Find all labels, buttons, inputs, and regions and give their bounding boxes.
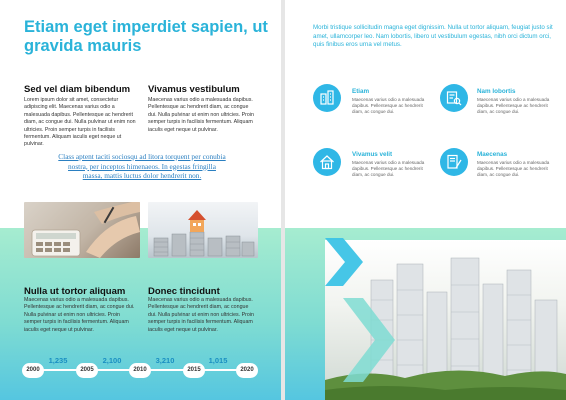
- feature-text-1: Maecenas varius odio a malesuada dapibus. Pellentesque ac hendrerit diam, ac congue dui.: [352, 97, 425, 114]
- coins-house-photo: [148, 202, 258, 258]
- feature-text-4: Maecenas varius odio a malesuada dapibus. Pellentesque ac hendrerit diam, ac congue dui.: [477, 160, 550, 177]
- house-search-icon: [440, 84, 468, 112]
- section-text-2: Maecenas varius odio a malesuada dapibus. Pellentesque ac hendrerit diam, ac congue dui. Nulla pulvinar ut enim non ultricies. Proin semper turpis in facilisis fermentum. Aliquam iaculis eget neque ut pulvinar.: [148, 97, 254, 133]
- feature-title-2: Nam lobortis: [477, 88, 516, 95]
- timeline-year-4: 2015: [183, 363, 205, 378]
- coins-illustration: [148, 202, 258, 258]
- timeline-year-1: 2000: [22, 363, 44, 378]
- feature-title-4: Maecenas: [477, 151, 508, 158]
- timeline-year-2: 2005: [76, 363, 98, 378]
- intro-text: Morbi tristique sollicitudin magna eget dignissim. Nulla ut tortor aliquam, feugiat justo sit amet, ullamcorper leo. Nam lobortis, libero ut vestibulum egestas, nibh orci dictum orci, quis finibus eros urna vel metus.: [313, 24, 553, 49]
- pull-quote: Class aptent taciti sociosqu ad litora torquent per conubia nostra, per inceptos himenaeos. In egestas fringilla massa, mattis luctus dolor hendrerit non.: [58, 152, 226, 180]
- page-title: Etiam eget imperdiet sapien, ut gravida mauris: [24, 18, 268, 55]
- chevron-arrow-decoration: [285, 228, 405, 400]
- timeline-year-5: 2020: [236, 363, 258, 378]
- timeline-year-3: 2010: [129, 363, 151, 378]
- section-heading-2: Vivamus vestibulum: [148, 84, 240, 95]
- house-icon: [313, 148, 341, 176]
- feature-text-2: Maecenas varius odio a malesuada dapibus. Pellentesque ac hendrerit diam, ac congue dui.: [477, 97, 550, 114]
- timeline-value-1: 1,235: [48, 356, 68, 365]
- right-page: [285, 0, 566, 400]
- section-heading-4: Donec tincidunt: [148, 286, 220, 297]
- section-heading-3: Nulla ut tortor aliquam: [24, 286, 126, 297]
- contract-icon: [440, 148, 468, 176]
- buildings-icon: [313, 84, 341, 112]
- timeline-value-4: 1,015: [208, 356, 228, 365]
- feature-title-3: Vivamus velit: [352, 151, 393, 158]
- section-text-1: Lorem ipsum dolor sit amet, consectetur adipiscing elit. Maecenas varius odio a malesuada dapibus. Pellentesque ac hendrerit diam, ac congue dui. Nulla pulvinar ut enim non ultricies. Proin semper turpis in facilisis fermentum. Aliquam iaculis eget neque ut pulvinar.: [24, 97, 136, 148]
- feature-title-1: Etiam: [352, 88, 370, 95]
- calculator-photo: [24, 202, 140, 258]
- timeline-value-2: 2,100: [102, 356, 122, 365]
- calculator-illustration: [24, 202, 140, 258]
- left-page: [0, 0, 281, 400]
- section-heading-1: Sed vel diam bibendum: [24, 84, 131, 95]
- timeline-value-3: 3,210: [155, 356, 175, 365]
- feature-text-3: Maecenas varius odio a malesuada dapibus. Pellentesque ac hendrerit diam, ac congue dui.: [352, 160, 425, 177]
- section-text-4: Maecenas varius odio a malesuada dapibus. Pellentesque ac hendrerit diam, ac congue dui. Nulla pulvinar ut enim non ultricies. Proin semper turpis in facilisis fermentum. Aliquam iaculis eget neque ut pulvinar.: [148, 297, 254, 333]
- section-text-3: Maecenas varius odio a malesuada dapibus. Pellentesque ac hendrerit diam, ac congue dui. Nulla pulvinar ut enim non ultricies. Proin semper turpis in facilisis fermentum. Aliquam iaculis eget neque ut pulvinar.: [24, 297, 135, 333]
